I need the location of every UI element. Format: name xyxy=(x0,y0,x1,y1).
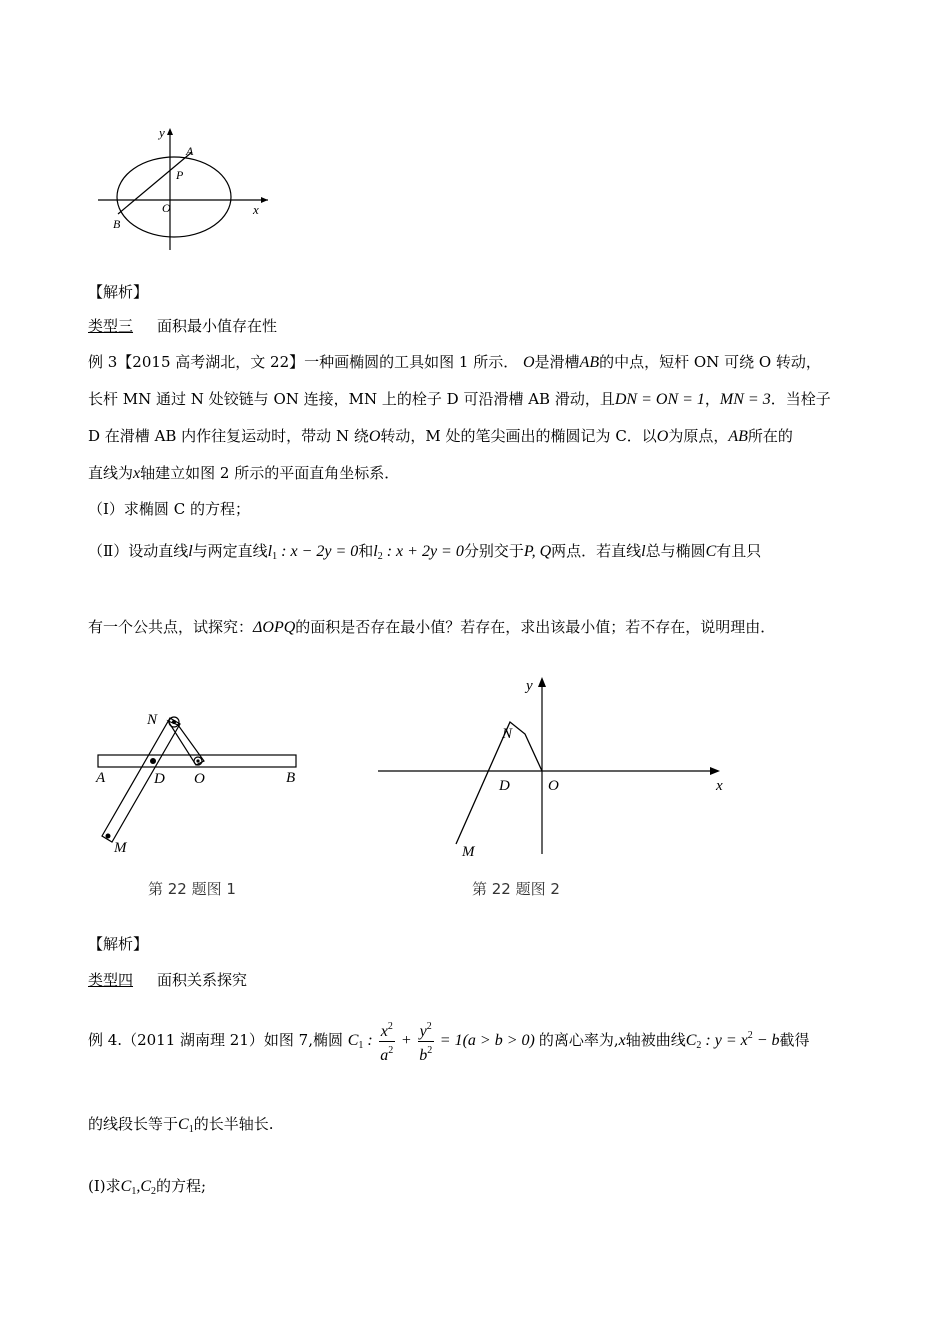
example4-line1: 例 4.（2011 湖南理 21）如图 7,椭圆 $C_1$ : $\frac{x^2}{a^2}$ + $\frac{y^2}{b^2}$ = 1(a > b > 0) 的离心率为,x轴被曲线$C_2$ : $y = x^2 - b$截得 xyxy=(88,1013,810,1069)
ellipse-point-b: B xyxy=(113,217,121,231)
example3-question2: （Ⅱ）设动直线l与两定直线$l_1$ : x − 2y = 0和$l_2$ : x + 2y = 0分别交于P, Q两点．若直线l总与椭圆C有且只 xyxy=(88,542,762,562)
fig2-label-m: M xyxy=(462,844,475,860)
curve-c2-equation: $C_2$ : $y = x^2 - b$ xyxy=(685,1030,780,1051)
example3-line1: 例 3【2015 高考湖北，文 22】一种画椭圆的工具如图 1 所示． O是滑槽AB的中点，短杆 ON 可绕 O 转动， xyxy=(88,353,821,371)
example4-line2: 的线段长等于$C_1$的长半轴长. xyxy=(88,1115,274,1135)
type-three-label: 类型三 xyxy=(88,317,134,335)
fig2-label-n: N xyxy=(502,726,513,742)
fig2-label-o: O xyxy=(548,778,559,794)
triangle-opq: ΔOPQ xyxy=(253,619,296,636)
fig1-label-o: O xyxy=(194,771,205,787)
example3-question1: （Ⅰ）求椭圆 C 的方程； xyxy=(88,500,250,518)
fig1-label-b: B xyxy=(286,770,296,786)
ellipse-figure xyxy=(92,122,278,254)
ellipse-c1-equation: $C_1$ : $\frac{x^2}{a^2}$ + $\frac{y^2}{b^2}$ = 1(a > b > 0) xyxy=(348,1032,539,1049)
figure2-coordinate-diagram xyxy=(370,672,740,862)
fig1-label-m: M xyxy=(114,840,127,856)
example3-line2: 长杆 MN 通过 N 处铰链与 ON 连接，MN 上的栓子 D 可沿滑槽 AB 滑动，且DN = ON = 1，MN = 3．当栓子 xyxy=(88,390,831,408)
type-four-title: 面积关系探究 xyxy=(157,971,248,989)
figure1-caption: 第 22 题图 1 xyxy=(148,880,236,898)
dn-on-equation: DN = ON = 1 xyxy=(614,391,705,408)
mn-equation: MN = 3 xyxy=(719,391,771,408)
fig1-label-n: N xyxy=(147,712,158,728)
type-four-heading xyxy=(88,970,247,990)
example3-question2-cont: 有一个公共点，试探究：ΔOPQ的面积是否存在最小值？若存在，求出该最小值；若不存在，说明理由． xyxy=(88,618,776,636)
type-three-title: 面积最小值存在性 xyxy=(157,317,278,335)
ellipse-y-label: y xyxy=(159,125,165,140)
fig2-x-label: x xyxy=(716,778,723,794)
fig1-label-d: D xyxy=(154,771,165,787)
type-three-heading xyxy=(88,316,277,336)
example4-question1: (I)求$C_1,C_2$的方程; xyxy=(88,1177,207,1197)
ellipse-point-a: A xyxy=(186,144,194,158)
figure1-tool-diagram xyxy=(90,705,310,860)
type-four-label: 类型四 xyxy=(88,971,134,989)
figure2-caption: 第 22 题图 2 xyxy=(472,880,560,898)
ellipse-point-p: P xyxy=(176,168,184,182)
analysis-heading-2: 【解析】 xyxy=(88,935,149,953)
analysis-heading-1: 【解析】 xyxy=(88,283,149,301)
fig2-label-d: D xyxy=(499,778,510,794)
ellipse-x-label: x xyxy=(253,202,259,217)
ellipse-origin-label: O xyxy=(162,201,171,215)
example3-line3: D 在滑槽 AB 内作往复运动时，带动 N 绕O转动，M 处的笔尖画出的椭圆记为 C．以O为原点，AB所在的 xyxy=(88,427,793,445)
fig1-label-a: A xyxy=(96,770,106,786)
fig2-y-label: y xyxy=(526,678,533,694)
example3-line4: 直线为x轴建立如图 2 所示的平面直角坐标系． xyxy=(88,464,400,482)
